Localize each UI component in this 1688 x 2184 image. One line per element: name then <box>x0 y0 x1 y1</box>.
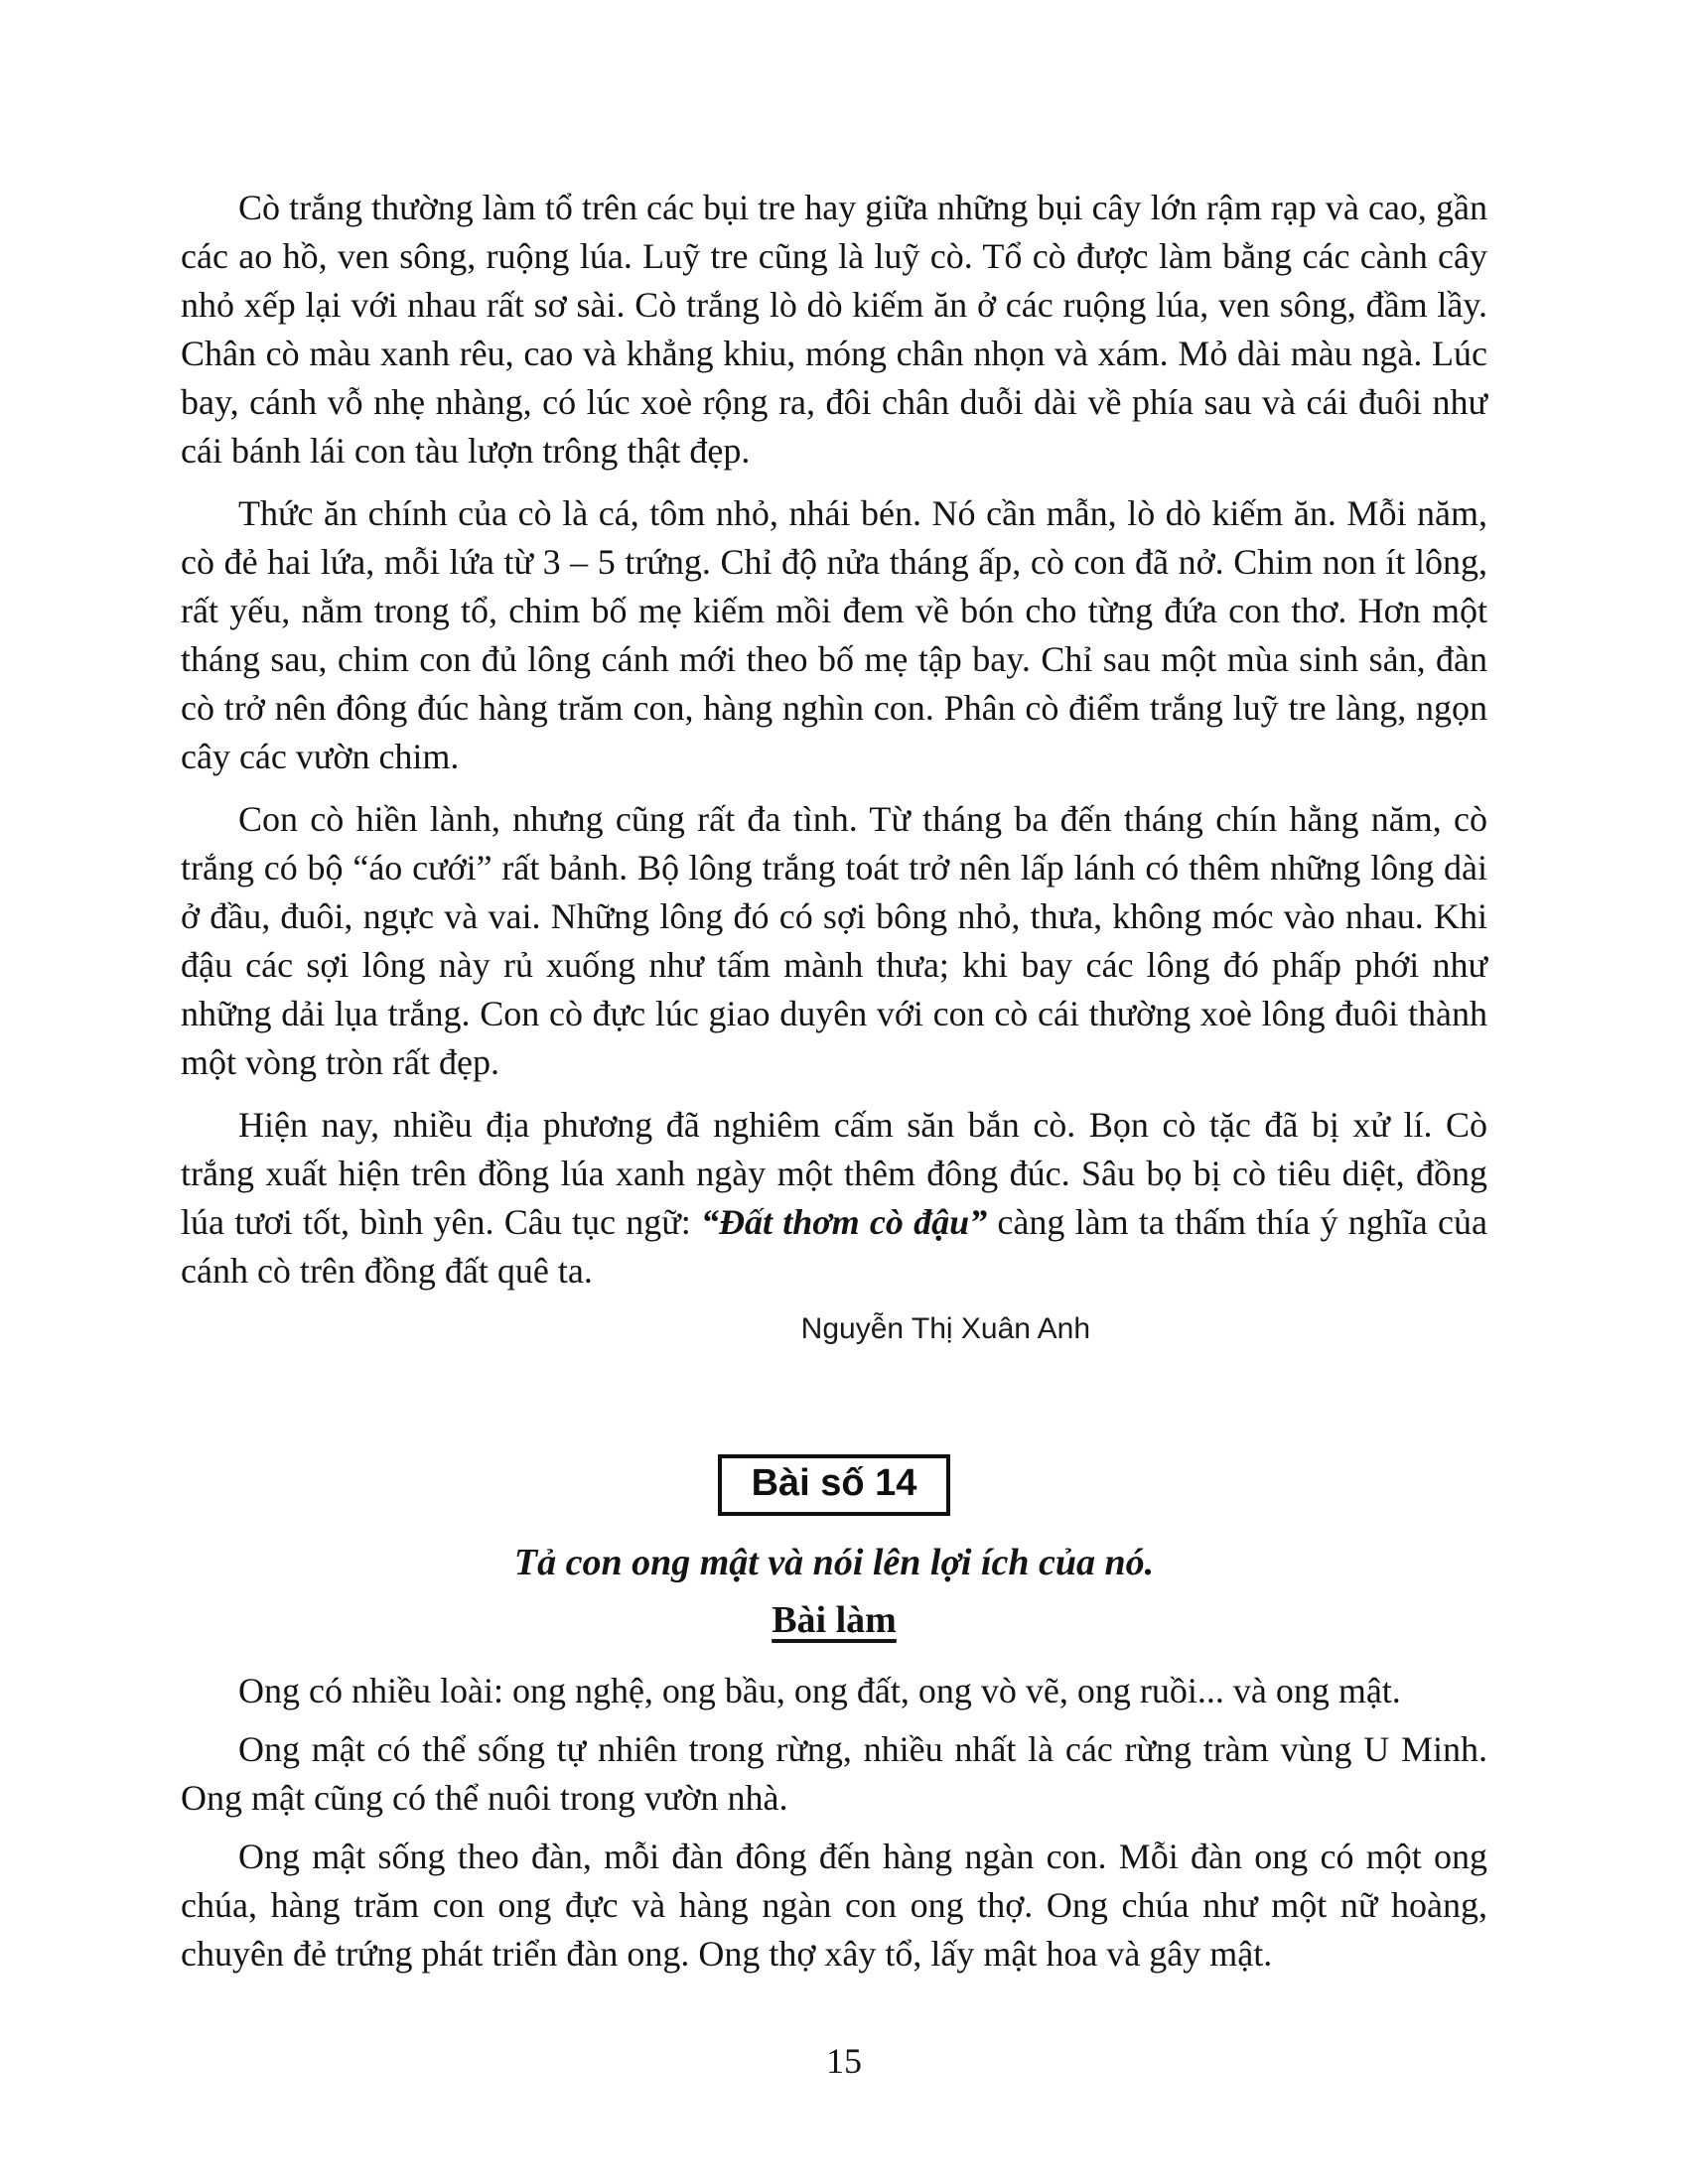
closing-text-after: càng làm ta thấm thía ý nghĩa của cánh cò trên đồng đất quê ta. <box>181 1202 1487 1291</box>
essay-paragraph: Con cò hiền lành, nhưng cũng rất đa tình. Từ tháng ba đến tháng chín hằng năm, cò trắng có bộ “áo cưới” rất bảnh. Bộ lông trắng toát trở nên lấp lánh có thêm những lông dài ở đầu, đuôi, ngực và vai. Những lông đó có sợi bông nhỏ, thưa, không móc vào nhau. Khi đậu các sợi lông này rủ xuống như tấm mành thưa; khi bay các lông đó phấp phới như những dải lụa trắng. Con cò đực lúc giao duyên với con cò cái thường xoè lông đuôi thành một vòng tròn rất đẹp. <box>181 799 1487 1082</box>
page-body <box>181 184 1487 1988</box>
lesson-box-wrapper <box>181 1454 1487 1516</box>
essay-heading-text: Bài làm <box>772 1599 897 1641</box>
lesson-title: Tả con ong mật và nói lên lợi ích của nó. <box>513 1542 1155 1583</box>
essay-13-section <box>181 184 1487 1349</box>
essay-paragraph: Thức ăn chính của cò là cá, tôm nhỏ, nhái bén. Nó cần mẫn, lò dò kiếm ăn. Mỗi năm, cò đẻ hai lứa, mỗi lứa từ 3 – 5 trứng. Chỉ độ nửa tháng ấp, cò con đã nở. Chim non ít lông, rất yếu, nằm trong tổ, chim bố mẹ kiếm mồi đem về bón cho từng đứa con thơ. Hơn một tháng sau, chim con đủ lông cánh mới theo bố mẹ tập bay. Chỉ sau một mùa sinh sản, đàn cò trở nên đông đúc hàng trăm con, hàng nghìn con. Phân cò điểm trắng luỹ tre làng, ngọn cây các vườn chim. <box>181 493 1487 776</box>
essay-heading <box>181 1597 1487 1643</box>
author-byline: Nguyễn Thị Xuân Anh <box>800 1312 1090 1345</box>
essay-paragraph: Ong mật có thể sống tự nhiên trong rừng, nhiều nhất là các rừng tràm vùng U Minh. Ong mật cũng có thể nuôi trong vườn nhà. <box>181 1729 1487 1818</box>
closing-text-before: Hiện nay, nhiều địa phương đã nghiêm cấm săn bắn cò. Bọn cò tặc đã bị xử lí. Cò trắng xuất hiện trên đồng lúa xanh ngày một thêm đông đúc. Sâu bọ bị cò tiêu diệt, đồng lúa tươi tốt, bình yên. Câu tục ngữ: <box>181 1105 1487 1242</box>
essay-paragraph: Cò trắng thường làm tổ trên các bụi tre hay giữa những bụi cây lớn rậm rạp và cao, gần các ao hồ, ven sông, ruộng lúa. Luỹ tre cũng là luỹ cò. Tổ cò được làm bằng các cành cây nhỏ xếp lại với nhau rất sơ sài. Cò trắng lò dò kiếm ăn ở các ruộng lúa, ven sông, đầm lầy. Chân cò màu xanh rêu, cao và khẳng khiu, móng chân nhọn và xám. Mỏ dài màu ngà. Lúc bay, cánh vỗ nhẹ nhàng, có lúc xoè rộng ra, đôi chân duỗi dài về phía sau và cái đuôi như cái bánh lái con tàu lượn trông thật đẹp. <box>181 188 1487 471</box>
proverb-quote: “Đất thơm cò đậu” <box>701 1202 988 1242</box>
essay-paragraph: Ong có nhiều loài: ong nghệ, ong bầu, ong đất, ong vò vẽ, ong ruồi... và ong mật. <box>238 1671 1401 1710</box>
essay-paragraph <box>181 1101 1487 1296</box>
page-number: 15 <box>826 2041 862 2081</box>
lesson-number-box: Bài số 14 <box>718 1454 951 1516</box>
essay-paragraph: Ong mật sống theo đàn, mỗi đàn đông đến hàng ngàn con. Mỗi đàn ong có một ong chúa, hàng trăm con ong đực và hàng ngàn con ong thợ. Ong chúa như một nữ hoàng, chuyên đẻ trứng phát triển đàn ong. Ong thợ xây tổ, lấy mật hoa và gây mật. <box>181 1837 1487 1974</box>
essay-14-section <box>181 1454 1487 1979</box>
